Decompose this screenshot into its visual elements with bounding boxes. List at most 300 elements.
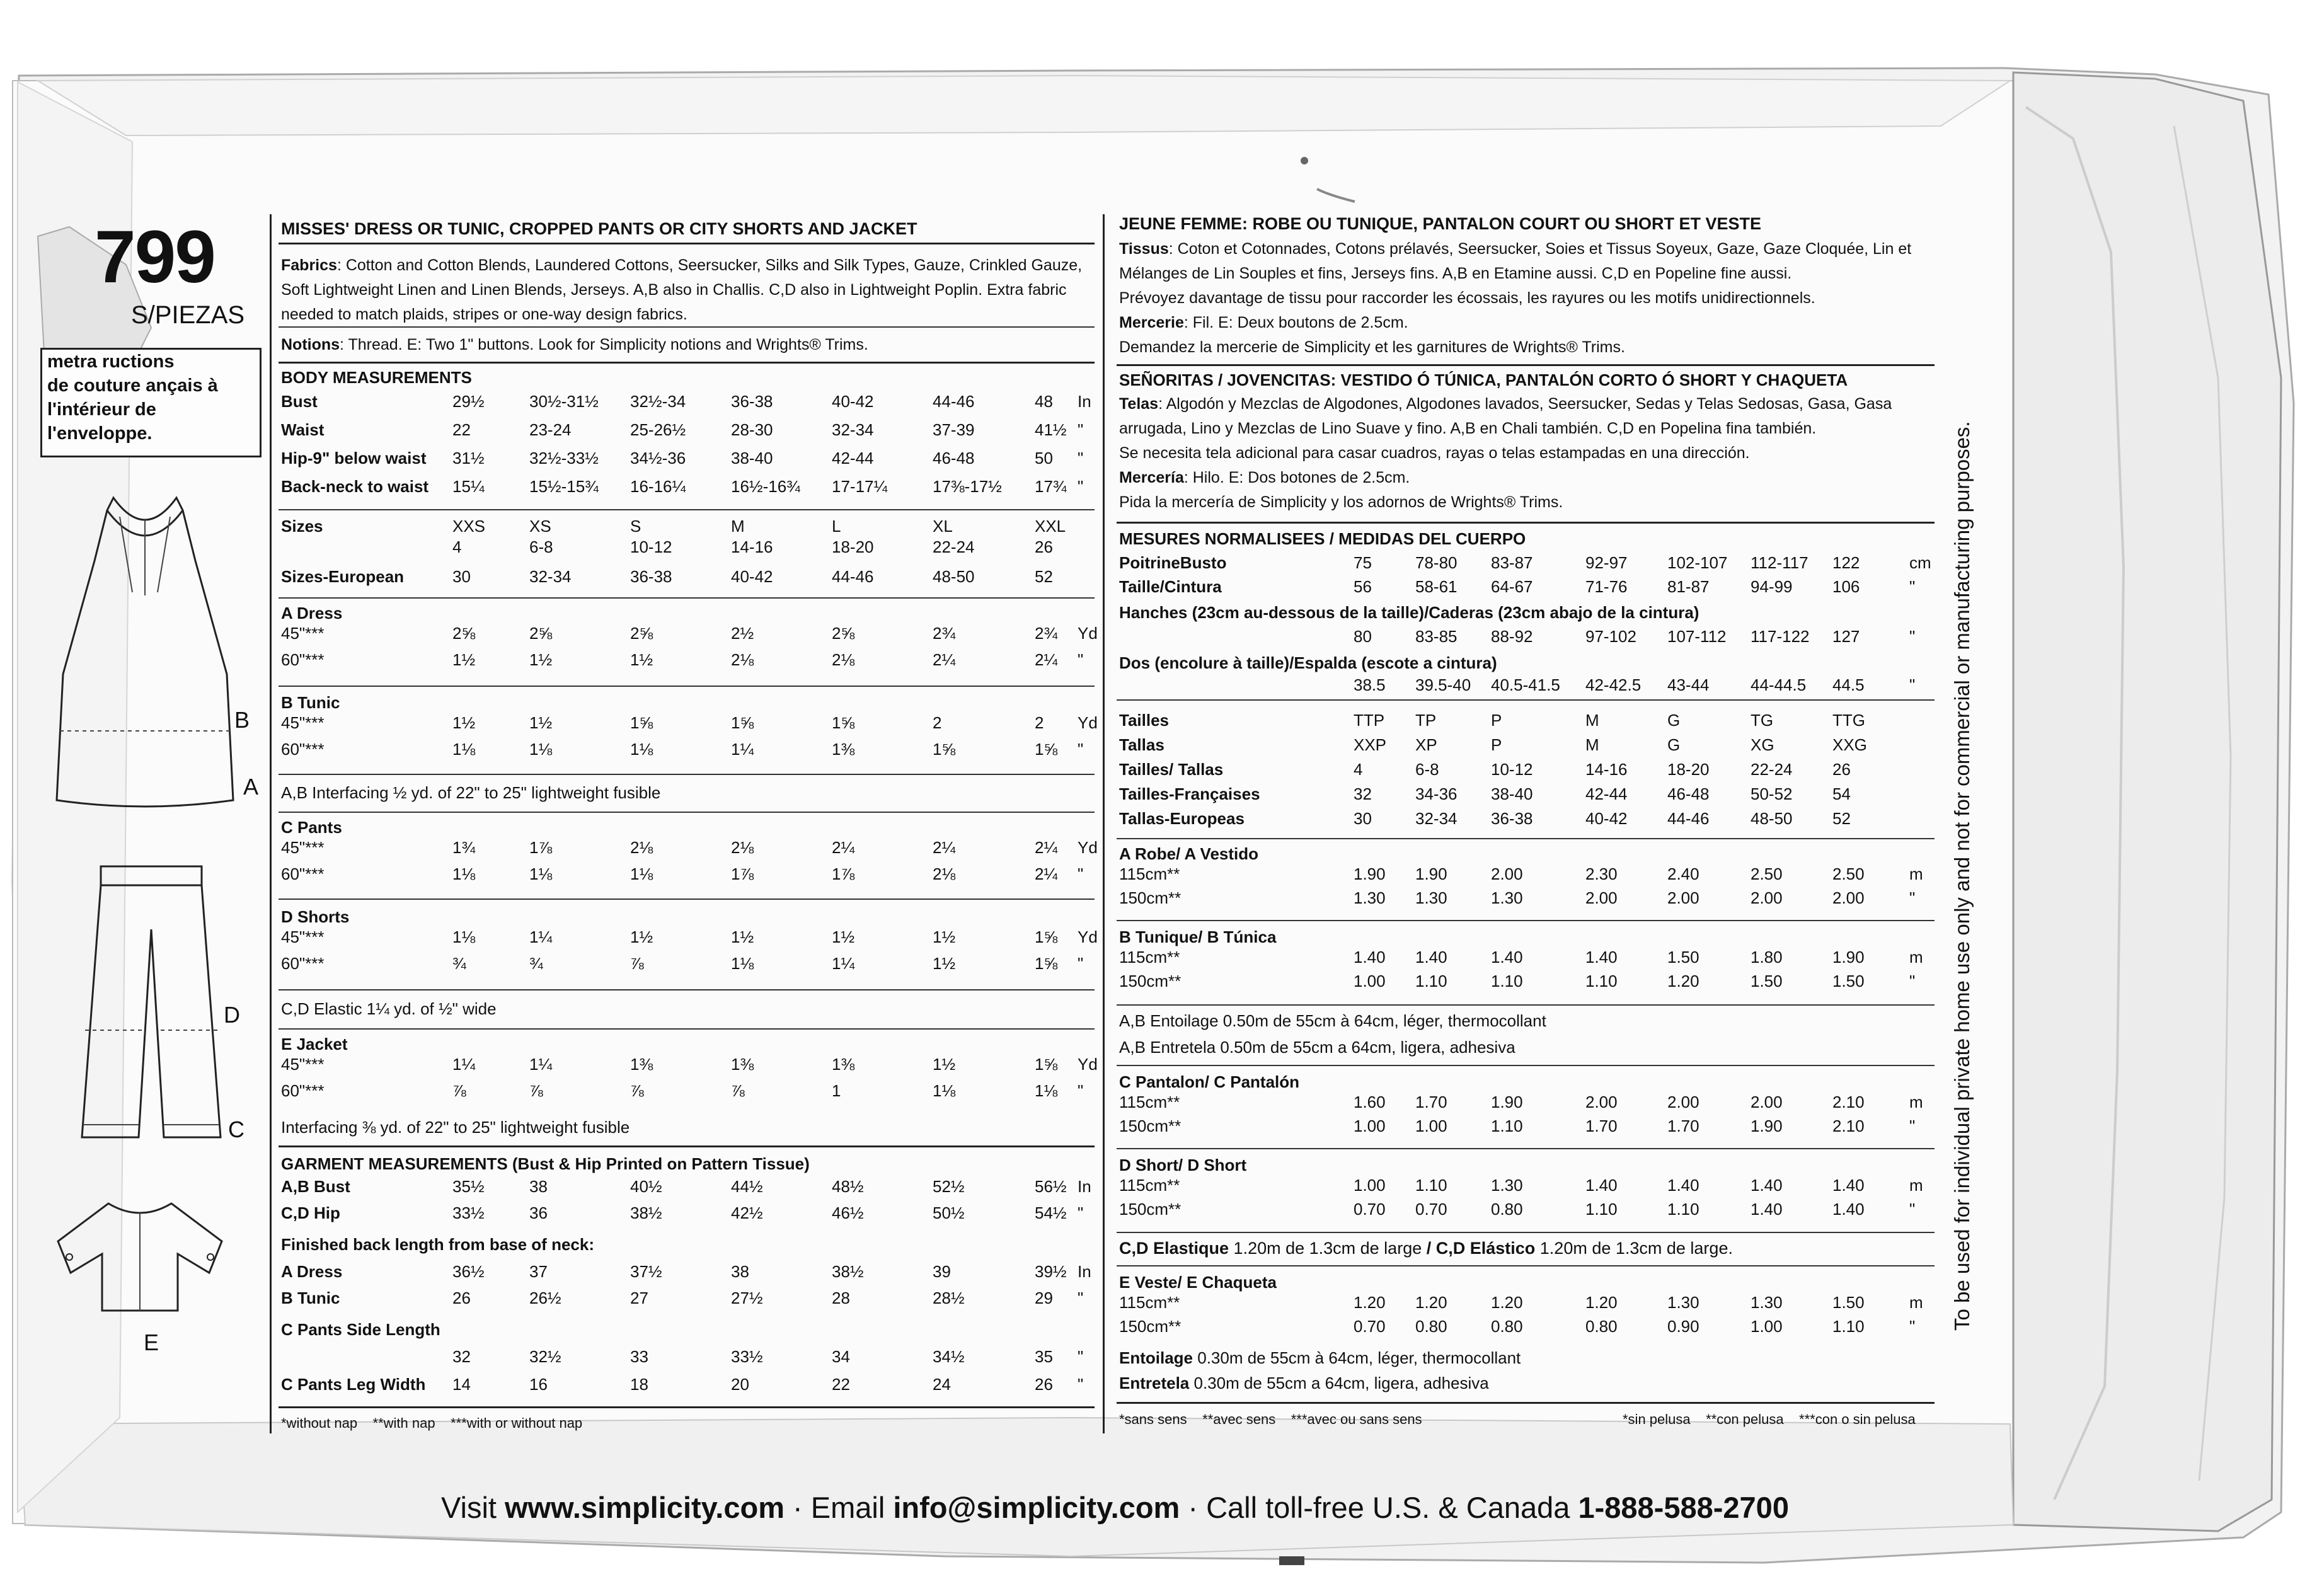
rule <box>1117 364 1935 366</box>
table-cell: 1.20 <box>1491 1293 1523 1312</box>
unit-cell: m <box>1909 1176 1923 1195</box>
rule <box>279 243 1095 244</box>
table-cell: 1½ <box>529 650 553 669</box>
table-cell: 1⅛ <box>630 864 653 883</box>
table-cell: 117-122 <box>1751 627 1810 646</box>
table-cell: 50 <box>1035 449 1053 468</box>
table-cell: 41½ <box>1035 420 1067 439</box>
table-cell: 81-87 <box>1667 577 1710 596</box>
unit-cell: " <box>1078 1347 1084 1366</box>
table-cell: 1½ <box>731 927 754 946</box>
unit-cell: " <box>1078 954 1084 973</box>
table-cell: 1½ <box>452 713 476 732</box>
website-link[interactable]: www.simplicity.com <box>505 1491 785 1524</box>
table-cell: 2.10 <box>1832 1093 1865 1111</box>
table-cell: 32½-34 <box>630 392 686 411</box>
pants-shorts-drawing <box>76 860 227 1150</box>
table-cell: TTG <box>1832 711 1865 730</box>
table-cell: ¾ <box>529 954 543 973</box>
table-cell: 1.70 <box>1415 1093 1447 1111</box>
entretela-text: Entretela 0.30m de 55cm a 64cm, ligera, adhesiva <box>1119 1374 1489 1392</box>
table-cell: 64-67 <box>1491 577 1533 596</box>
table-cell: 1.20 <box>1354 1293 1386 1312</box>
table-cell: 56 <box>1354 577 1372 596</box>
table-cell: XXG <box>1832 735 1867 754</box>
table-cell: 28 <box>832 1289 850 1307</box>
table-cell: 1.00 <box>1751 1317 1783 1336</box>
section-title: C Pants <box>281 818 342 837</box>
table-cell: 0.70 <box>1415 1200 1447 1219</box>
table-cell: 15¼ <box>452 477 485 496</box>
email-link[interactable]: info@simplicity.com <box>893 1491 1180 1524</box>
rule <box>279 509 1095 510</box>
unit-cell: Yd <box>1078 838 1098 857</box>
table-cell: 2⅛ <box>731 838 754 857</box>
table-cell: 52 <box>1832 809 1851 828</box>
table-cell: 58-61 <box>1415 577 1458 596</box>
table-cell: 1.40 <box>1585 1176 1618 1195</box>
row-label: 150cm** <box>1119 1317 1182 1336</box>
table-cell: 2.10 <box>1832 1117 1865 1135</box>
table-cell: 102-107 <box>1667 553 1728 572</box>
english-footnote: *without nap **with nap ***with or without nap <box>281 1415 583 1431</box>
table-cell: 2.00 <box>1667 888 1699 907</box>
table-cell: 43-44 <box>1667 675 1710 694</box>
table-cell: 71-76 <box>1585 577 1628 596</box>
table-cell: 23-24 <box>529 420 572 439</box>
table-cell: 1⅜ <box>832 740 855 759</box>
row-label: A Dress <box>281 1262 343 1281</box>
unit-cell: In <box>1078 392 1091 411</box>
rule <box>1117 1232 1935 1233</box>
table-cell: 1¼ <box>832 954 855 973</box>
table-cell: 1.30 <box>1415 888 1447 907</box>
row-label: 60"*** <box>281 650 325 669</box>
c-pants-side-label: C Pants Side Length <box>281 1320 440 1339</box>
row-label: Tallas <box>1119 735 1164 754</box>
table-cell: 38½ <box>832 1262 864 1281</box>
table-cell: 1⅛ <box>452 864 476 883</box>
table-cell: 38½ <box>630 1203 662 1222</box>
table-cell: 1⅛ <box>933 1081 956 1100</box>
table-cell: 1.80 <box>1751 948 1783 967</box>
unit-cell: " <box>1909 1117 1916 1135</box>
table-cell: 1.30 <box>1667 1293 1699 1312</box>
table-cell: 54½ <box>1035 1203 1067 1222</box>
interfacing-text: Interfacing ⅜ yd. of 22" to 25" lightweight fusible <box>281 1118 630 1137</box>
table-cell: 1½ <box>529 713 553 732</box>
rule <box>279 1145 1095 1147</box>
table-cell: 26½ <box>529 1289 561 1307</box>
view-label-c: C <box>228 1117 244 1142</box>
rule <box>1117 1004 1935 1006</box>
section-title: C Pantalon/ C Pantalón <box>1119 1072 1300 1091</box>
table-cell: M <box>1585 711 1599 730</box>
french-instructions-box <box>40 348 262 457</box>
table-cell: 2⅝ <box>529 624 553 643</box>
unit-cell: " <box>1078 1203 1084 1222</box>
rule <box>279 326 1095 328</box>
table-cell: 1.90 <box>1751 1117 1783 1135</box>
table-cell: 29 <box>1035 1289 1053 1307</box>
table-cell: 40½ <box>630 1177 662 1196</box>
row-label: 45"*** <box>281 713 325 732</box>
table-cell: P <box>1491 735 1502 754</box>
table-cell: 1½ <box>630 927 653 946</box>
rule <box>279 597 1095 599</box>
french-footnote: *sans sens **avec sens ***avec ou sans sens <box>1119 1411 1422 1427</box>
table-cell: 80 <box>1354 627 1372 646</box>
row-label: Bust <box>281 392 318 411</box>
table-cell: 25-26½ <box>630 420 686 439</box>
table-cell: 46-48 <box>933 449 975 468</box>
unit-cell: " <box>1909 972 1916 990</box>
table-cell: 39 <box>933 1262 951 1281</box>
row-label: Hip-9" below waist <box>281 449 427 468</box>
table-cell: 26 <box>1832 760 1851 779</box>
dos-label: Dos (encolure à taille)/Espalda (escote a cintura) <box>1119 653 1497 672</box>
unit-cell: " <box>1909 888 1916 907</box>
table-cell: 2¼ <box>1035 650 1058 669</box>
mesures-title: MESURES NORMALISEES / MEDIDAS DEL CUERPO <box>1119 529 1526 548</box>
table-cell: 1¾ <box>452 838 476 857</box>
table-cell: 26 <box>1035 1375 1053 1394</box>
table-cell: 48 <box>1035 392 1053 411</box>
table-cell: 107-112 <box>1667 627 1727 646</box>
table-cell: 1½ <box>933 927 956 946</box>
table-cell: 36-38 <box>630 567 672 586</box>
table-cell: 18-20 <box>832 537 874 556</box>
unit-cell: m <box>1909 1293 1923 1312</box>
finished-back-label: Finished back length from base of neck: <box>281 1235 594 1254</box>
table-cell: 94-99 <box>1751 577 1793 596</box>
table-cell: 10-12 <box>630 537 672 556</box>
table-cell: 1.10 <box>1415 1176 1447 1195</box>
table-cell: 2.00 <box>1832 888 1865 907</box>
rule <box>279 686 1095 687</box>
table-cell: 1.10 <box>1491 1117 1523 1135</box>
table-cell: XP <box>1415 735 1437 754</box>
table-cell: 42-42.5 <box>1585 675 1642 694</box>
garment-measurements-title: GARMENT MEASUREMENTS (Bust & Hip Printed on Pattern Tissue) <box>281 1154 810 1173</box>
row-label: 115cm** <box>1119 948 1180 967</box>
table-cell: 37½ <box>630 1262 662 1281</box>
table-cell: 17-17¼ <box>832 477 888 496</box>
table-cell: 40-42 <box>1585 809 1628 828</box>
rule <box>1117 699 1935 701</box>
table-cell: 2.00 <box>1585 888 1618 907</box>
table-cell: 1.00 <box>1354 1117 1386 1135</box>
table-cell: 1½ <box>933 1055 956 1074</box>
table-cell: 1.30 <box>1491 1176 1523 1195</box>
table-cell: 1⅝ <box>1035 927 1058 946</box>
rule <box>1117 920 1935 921</box>
table-cell: 1.10 <box>1585 1200 1618 1219</box>
table-cell: 44½ <box>731 1177 763 1196</box>
table-cell: 40-42 <box>731 567 773 586</box>
table-cell: 2⅛ <box>832 650 855 669</box>
rule <box>1117 1402 1935 1404</box>
unit-cell: " <box>1078 420 1084 439</box>
table-cell: 2¼ <box>933 838 956 857</box>
row-label: Tailles <box>1119 711 1170 730</box>
table-cell: 34½-36 <box>630 449 686 468</box>
table-cell: 1⅛ <box>529 740 553 759</box>
table-cell: 32-34 <box>529 567 572 586</box>
table-cell: 16 <box>529 1375 548 1394</box>
unit-cell: In <box>1078 1177 1091 1196</box>
table-cell: 48-50 <box>1751 809 1793 828</box>
unit-cell: m <box>1909 864 1923 883</box>
table-cell: 34-36 <box>1415 784 1458 803</box>
row-label: 60"*** <box>281 1081 325 1100</box>
fabrics-text: Fabrics: Cotton and Cotton Blends, Laundered Cottons, Seersucker, Silks and Silk Types, Gauze, Crinkled Gauze, Soft Lightweight Linen and Linen Blends, Jerseys. A,B also in Challis. C,D also in Lightweight Poplin. Extra fabric needed to match plaids, stripes or one-way design fabrics. <box>281 256 1083 323</box>
table-cell: TG <box>1751 711 1774 730</box>
table-cell: 33½ <box>731 1347 763 1366</box>
jacket-drawing <box>45 1191 234 1317</box>
table-cell: 1.10 <box>1491 972 1523 990</box>
table-cell: 1½ <box>832 927 855 946</box>
rule <box>279 812 1095 813</box>
telas-text: Telas: Algodón y Mezclas de Algodones, Algodones lavados, Seersucker, Sedas y Telas Sedosas, Gasa, Gasa arrugada, Lino y Mezclas de Lino Suave y fino. A,B en Chali también. C,D en Popelina fina también. Se necesita tela adicional para casar cuadros, rayas o telas estampadas en una dirección. Mercería: Hilo. E: Dos botones de 2.5cm. Pida la mercería de Simplicity y los adornos de Wrights® Trims. <box>1119 395 1892 511</box>
table-cell: 1.30 <box>1491 888 1523 907</box>
table-cell: 6-8 <box>1415 760 1439 779</box>
table-cell: 1.00 <box>1354 972 1386 990</box>
table-cell: 83-85 <box>1415 627 1458 646</box>
rule <box>279 989 1095 990</box>
rule <box>1117 1265 1935 1266</box>
table-cell: 1.20 <box>1667 972 1699 990</box>
unit-cell: Yd <box>1078 624 1098 643</box>
table-cell: 1⅜ <box>731 1055 754 1074</box>
unit-cell: " <box>1909 627 1916 646</box>
table-cell: 1.00 <box>1354 1176 1386 1195</box>
view-label-a: A <box>243 774 259 800</box>
rule <box>1117 522 1935 524</box>
table-cell: 48-50 <box>933 567 975 586</box>
table-cell: 2¾ <box>1035 624 1058 643</box>
table-cell: 2⅝ <box>832 624 855 643</box>
table-cell: 1¼ <box>529 1055 553 1074</box>
table-cell: 27½ <box>731 1289 763 1307</box>
row-label: Tailles-Françaises <box>1119 784 1260 803</box>
footer-contact: Visit www.simplicity.com · Email info@simplicity.com · Call toll-free U.S. & Canada 1-888-588-2700 <box>441 1491 1789 1524</box>
row-label: 45"*** <box>281 1055 325 1074</box>
section-title: B Tunic <box>281 693 340 712</box>
table-cell: 1.90 <box>1491 1093 1523 1111</box>
table-cell: 1.40 <box>1585 948 1618 967</box>
table-cell: XG <box>1751 735 1774 754</box>
table-cell: 1⅝ <box>731 713 754 732</box>
french-instructions-text: metra ructions de couture ançais à l'intérieur de l'enveloppe. <box>47 352 218 444</box>
table-cell: 83-87 <box>1491 553 1533 572</box>
table-cell: 2.50 <box>1832 864 1865 883</box>
unit-cell: " <box>1909 577 1916 596</box>
table-cell: 1⅛ <box>630 740 653 759</box>
hanches-label: Hanches (23cm au-dessous de la taille)/Caderas (23cm abajo de la cintura) <box>1119 603 1699 622</box>
row-label: 115cm** <box>1119 1093 1180 1111</box>
table-cell: 32-34 <box>1415 809 1458 828</box>
table-cell: 44-46 <box>933 392 975 411</box>
unit-cell: cm <box>1909 553 1931 572</box>
table-cell: 1⅞ <box>529 838 553 857</box>
table-cell: 38.5 <box>1354 675 1386 694</box>
table-cell: 54 <box>1832 784 1851 803</box>
table-cell: 1⅝ <box>933 740 956 759</box>
table-cell: 0.80 <box>1415 1317 1447 1336</box>
row-label: Tallas-Europeas <box>1119 809 1245 828</box>
table-cell: 38-40 <box>1491 784 1533 803</box>
unit-cell: " <box>1078 449 1084 468</box>
row-label: 45"*** <box>281 838 325 857</box>
table-cell: 1.10 <box>1667 1200 1699 1219</box>
table-cell: 1⅜ <box>630 1055 653 1074</box>
table-cell: 22-24 <box>933 537 975 556</box>
unit-cell: " <box>1078 650 1084 669</box>
table-cell: 24 <box>933 1375 951 1394</box>
table-cell: ⅞ <box>529 1081 543 1100</box>
table-cell: 1.40 <box>1667 1176 1699 1195</box>
table-cell: 36-38 <box>731 392 773 411</box>
table-cell: 1⅛ <box>731 954 754 973</box>
table-cell: 1.10 <box>1415 972 1447 990</box>
table-cell: 35 <box>1035 1347 1053 1366</box>
unit-cell: " <box>1078 740 1084 759</box>
table-cell: ⅞ <box>731 1081 745 1100</box>
table-cell: 0.70 <box>1354 1317 1386 1336</box>
table-cell: 28-30 <box>731 420 773 439</box>
unit-cell: " <box>1078 1375 1084 1394</box>
table-cell: 2¼ <box>1035 864 1058 883</box>
pattern-number: 799 <box>95 215 215 299</box>
table-cell: 2¼ <box>832 838 855 857</box>
table-cell: XS <box>529 517 551 536</box>
unit-cell: Yd <box>1078 1055 1098 1074</box>
rule <box>1117 838 1935 839</box>
table-cell: 17¾ <box>1035 477 1067 496</box>
table-cell: 32 <box>452 1347 471 1366</box>
table-cell: 0.80 <box>1491 1200 1523 1219</box>
table-cell: 1.50 <box>1832 972 1865 990</box>
table-cell: 1⅝ <box>832 713 855 732</box>
table-cell: 1.50 <box>1667 948 1699 967</box>
table-cell: 36½ <box>452 1262 485 1281</box>
table-cell: 1.10 <box>1585 972 1618 990</box>
table-cell: 1.00 <box>1415 1117 1447 1135</box>
table-cell: 1⅝ <box>630 713 653 732</box>
table-cell: L <box>832 517 841 536</box>
unit-cell: " <box>1909 1200 1916 1219</box>
row-label: 45"*** <box>281 624 325 643</box>
table-cell: 1.20 <box>1415 1293 1447 1312</box>
table-cell: 88-92 <box>1491 627 1533 646</box>
row-label: 115cm** <box>1119 1176 1180 1195</box>
table-cell: 39.5-40 <box>1415 675 1471 694</box>
table-cell: 28½ <box>933 1289 965 1307</box>
table-cell: 112-117 <box>1751 553 1808 572</box>
table-cell: M <box>1585 735 1599 754</box>
table-cell: 14-16 <box>731 537 773 556</box>
table-cell: XXS <box>452 517 486 536</box>
row-label: Back-neck to waist <box>281 477 429 496</box>
table-cell: 1.70 <box>1585 1117 1618 1135</box>
table-cell: 44-46 <box>832 567 874 586</box>
table-cell: TP <box>1415 711 1437 730</box>
row-label: 115cm** <box>1119 864 1180 883</box>
pieces-label: S/PIEZAS <box>131 301 245 329</box>
table-cell: 1⅛ <box>529 864 553 883</box>
table-cell: 1½ <box>452 650 476 669</box>
table-cell: 44-44.5 <box>1751 675 1807 694</box>
table-cell: 1⅝ <box>1035 954 1058 973</box>
table-cell: 4 <box>452 537 462 556</box>
table-cell: 0.80 <box>1491 1317 1523 1336</box>
table-cell: 42-44 <box>1585 784 1628 803</box>
table-cell: 37-39 <box>933 420 975 439</box>
table-cell: 1½ <box>933 954 956 973</box>
section-title: D Shorts <box>281 907 350 926</box>
row-label: 60"*** <box>281 864 325 883</box>
table-cell: 0.80 <box>1585 1317 1618 1336</box>
table-cell: 48½ <box>832 1177 864 1196</box>
row-label: Tailles/ Tallas <box>1119 760 1224 779</box>
table-cell: 1¼ <box>731 740 754 759</box>
row-label: B Tunic <box>281 1289 340 1307</box>
table-cell: XL <box>933 517 953 536</box>
phone-number: 1-888-588-2700 <box>1578 1491 1789 1524</box>
table-cell: 2 <box>933 713 942 732</box>
table-cell: 33 <box>630 1347 648 1366</box>
table-cell: 1.30 <box>1354 888 1386 907</box>
table-cell: 1½ <box>630 650 653 669</box>
table-cell: 30 <box>452 567 471 586</box>
table-cell: 50½ <box>933 1203 965 1222</box>
rule <box>1117 1065 1935 1066</box>
table-cell: 1⅝ <box>1035 1055 1058 1074</box>
table-cell: M <box>731 517 745 536</box>
table-cell: XXP <box>1354 735 1387 754</box>
table-cell: 30 <box>1354 809 1372 828</box>
table-cell: 27 <box>630 1289 648 1307</box>
table-cell: 14-16 <box>1585 760 1628 779</box>
table-cell: 127 <box>1832 627 1860 646</box>
unit-cell: " <box>1078 864 1084 883</box>
english-title: MISSES' DRESS OR TUNIC, CROPPED PANTS OR CITY SHORTS AND JACKET <box>281 219 917 238</box>
table-cell: 75 <box>1354 553 1372 572</box>
center-column-divider <box>1103 214 1105 1433</box>
table-cell: 2.00 <box>1751 1093 1783 1111</box>
spanish-title: SEÑORITAS / JOVENCITAS: VESTIDO Ó TÚNICA, PANTALÓN CORTO Ó SHORT Y CHAQUETA <box>1119 370 1848 389</box>
row-label: 60"*** <box>281 954 325 973</box>
table-cell: G <box>1667 711 1681 730</box>
table-cell: 2⅛ <box>731 650 754 669</box>
table-cell: 2.00 <box>1667 1093 1699 1111</box>
table-cell: 32½ <box>529 1347 561 1366</box>
table-cell: 52 <box>1035 567 1053 586</box>
tissus-text: Tissus: Coton et Cotonnades, Cotons prélavés, Seersucker, Soies et Tissus Soyeux, Gaze, Gaze Cloquée, Lin et Mélanges de Lin Souples et fins, Jerseys fins. A,B en Etamine aussi. C,D en Popeline fine aussi. Prévoyez davantage de tissu pour raccorder les écossais, les rayures ou les motifs unidirectionnels. Mercerie: Fil. E: Deux boutons de 2.5cm. Demandez la mercerie de Simplicity et les garnitures de Wrights® Trims. <box>1119 240 1912 356</box>
table-cell: 33½ <box>452 1203 485 1222</box>
table-cell: 2¼ <box>1035 838 1058 857</box>
table-cell: 26 <box>1035 537 1053 556</box>
table-cell: 2⅝ <box>630 624 653 643</box>
table-cell: 2.50 <box>1751 864 1783 883</box>
table-cell: 1.50 <box>1832 1293 1865 1312</box>
table-cell: 2.00 <box>1585 1093 1618 1111</box>
table-cell: 18 <box>630 1375 648 1394</box>
table-cell: 29½ <box>452 392 485 411</box>
view-label-d: D <box>224 1002 240 1028</box>
table-cell: 50-52 <box>1751 784 1793 803</box>
